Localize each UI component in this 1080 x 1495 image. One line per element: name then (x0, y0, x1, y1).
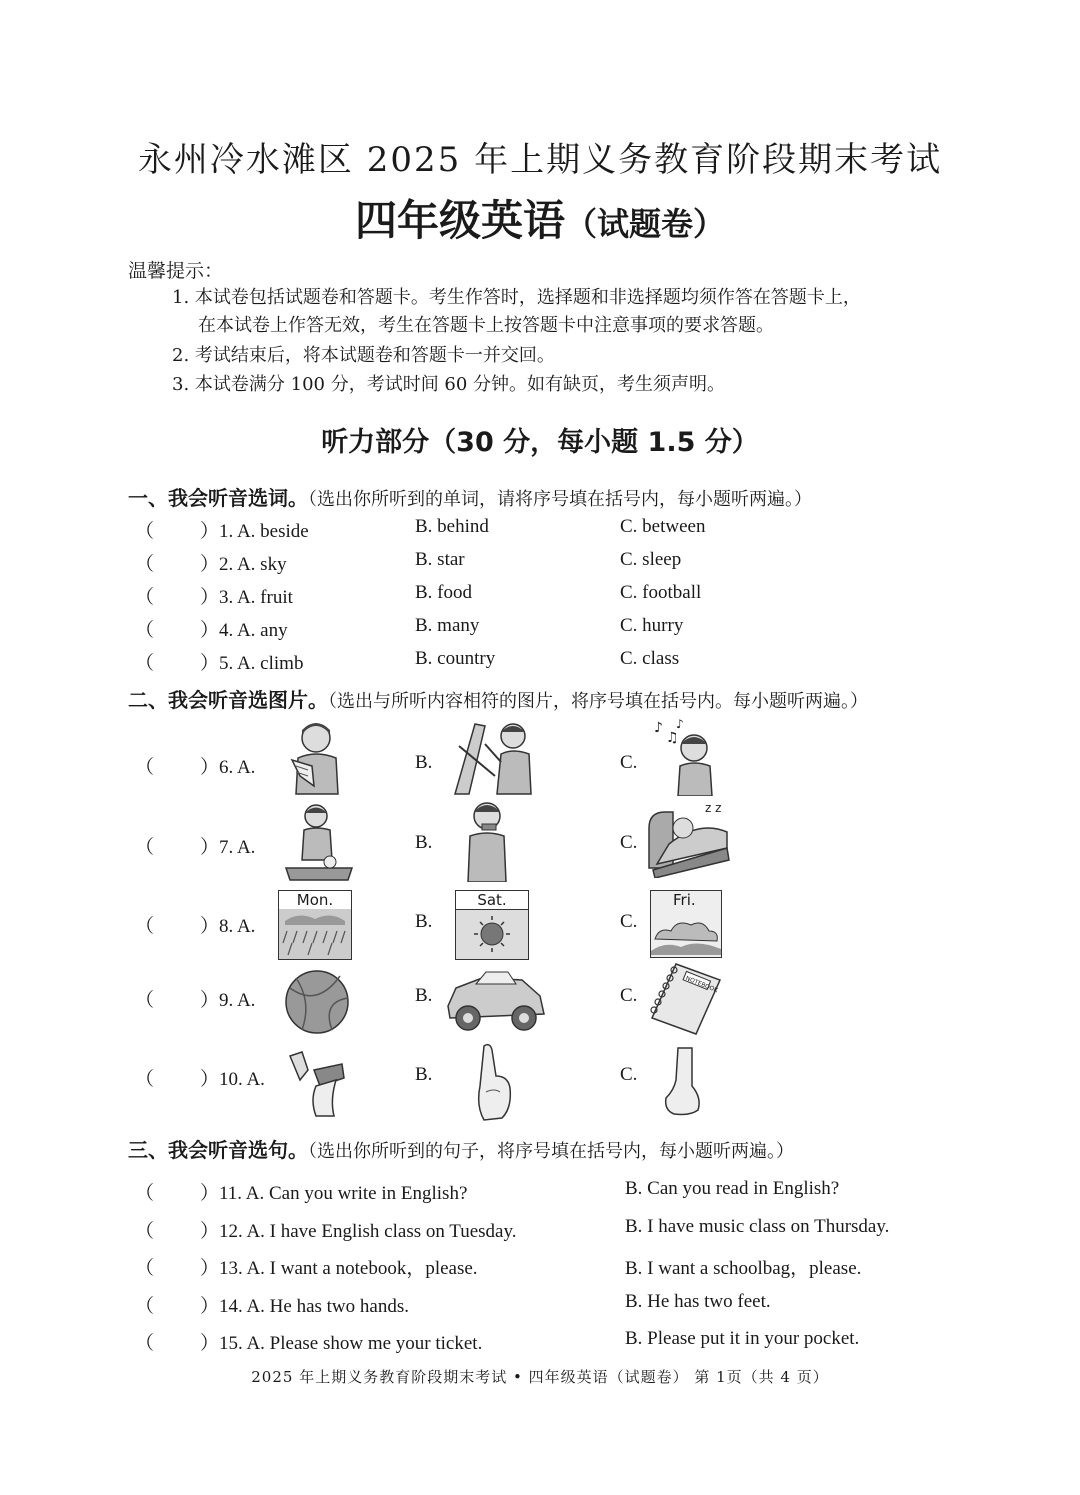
notebook-label: NOTEBOOK (684, 974, 719, 995)
answer-paren[interactable]: （ (135, 757, 155, 778)
question-option-b: B. Can you read in English? (625, 1178, 840, 1199)
section1-title: 一、我会听音选词。 (128, 486, 308, 510)
question-option-b: B. (415, 752, 433, 773)
question-row-1 (135, 516, 1035, 546)
answer-paren[interactable]: （ (135, 554, 155, 575)
tips-heading: 温馨提示： (128, 260, 224, 282)
question-option-a: ）9. A. (200, 990, 256, 1011)
boy-sleeping-in-bed-image[interactable] (643, 798, 733, 878)
question-option-b: B. food (415, 582, 472, 603)
picture-question-row-10 (135, 1064, 1035, 1094)
tip-3: 3. 本试卷满分 100 分，考试时间 60 分钟。如有缺页，考生须声明。 (172, 374, 726, 395)
question-option-a: ）2. A. sky (200, 554, 287, 575)
section3-title: 三、我会听音选句。 (128, 1138, 308, 1162)
subject-title-main: 四年级英语 (354, 196, 565, 245)
answer-paren[interactable]: （ (135, 587, 155, 608)
question-option-b: B. (415, 985, 433, 1006)
cloud-icon (651, 909, 721, 955)
answer-paren[interactable]: （ (135, 1069, 155, 1090)
subject-title (0, 188, 1080, 248)
question-row-3 (135, 582, 1035, 612)
question-option-c: C. (620, 832, 638, 853)
section2-heading (128, 684, 868, 713)
svg-text:♫: ♫ (666, 730, 679, 746)
answer-paren[interactable]: （ (135, 521, 155, 542)
section1-note: （选出你所听到的单词，请将序号填在括号内，每小题听两遍。） (308, 489, 812, 510)
question-option-b: B. I have music class on Thursday. (625, 1216, 890, 1237)
question-option-a: ）5. A. climb (200, 653, 304, 674)
question-option-b: B. many (415, 615, 480, 636)
cloudy-friday-image[interactable] (650, 890, 722, 958)
answer-paren[interactable]: （ (135, 1296, 155, 1317)
question-option-c: C. between (620, 516, 706, 537)
question-option-a: ）6. A. (200, 757, 256, 778)
arm-image[interactable] (286, 1050, 348, 1120)
question-option-c: C. (620, 985, 638, 1006)
question-option-b: B. behind (415, 516, 489, 537)
question-option-b: B. country (415, 648, 496, 669)
sentence-question-row-12 (135, 1216, 1035, 1246)
answer-paren[interactable]: （ (135, 1221, 155, 1242)
sentence-question-row-15 (135, 1328, 1035, 1358)
question-option-c: C. football (620, 582, 702, 603)
answer-paren[interactable]: （ (135, 1258, 155, 1279)
section2-note: （选出与所听内容相符的图片，将序号填在括号内。每小题听两遍。） (328, 691, 868, 712)
question-option-b: B. He has two feet. (625, 1291, 771, 1312)
svg-text:♪: ♪ (654, 720, 663, 736)
answer-paren[interactable]: （ (135, 1333, 155, 1354)
question-option-a: ）10. A. (200, 1069, 265, 1090)
page-footer: 2025 年上期义务教育阶段期末考试 • 四年级英语（试题卷） 第 1页（共 4 页） (251, 1368, 829, 1386)
tip-1: 1. 本试卷包括试题卷和答题卡。考生作答时，选择题和非选择题均须作答在答题卡上， (172, 287, 861, 308)
boy-painting-image[interactable] (445, 716, 540, 796)
svg-text:♪: ♪ (676, 718, 684, 731)
question-option-a: ）12. A. I have English class on Tuesday. (200, 1221, 517, 1242)
boy-eating-image[interactable] (462, 798, 512, 882)
weather-day-label: Fri. (673, 891, 696, 909)
weather-day-label: Sat. (456, 891, 528, 910)
answer-paren[interactable]: （ (135, 990, 155, 1011)
ball-image[interactable] (282, 968, 352, 1036)
listening-section-title: 听力部分（30 分，每小题 1.5 分） (321, 427, 759, 458)
tip-2: 2. 考试结束后，将本试题卷和答题卡一并交回。 (172, 345, 555, 366)
rainy-monday-image[interactable] (278, 890, 352, 960)
sentence-question-row-13 (135, 1253, 1035, 1283)
question-option-b: B. (415, 1064, 433, 1085)
answer-paren[interactable]: （ (135, 653, 155, 674)
toy-car-image[interactable] (442, 966, 550, 1036)
picture-question-row-9 (135, 985, 1035, 1015)
exam-title: 永州冷水滩区 2025 年上期义务教育阶段期末考试 (137, 140, 943, 180)
question-option-c: C. class (620, 648, 680, 669)
question-option-c: C. (620, 911, 638, 932)
question-option-c: C. (620, 752, 638, 773)
sentence-question-row-11 (135, 1178, 1035, 1208)
answer-paren[interactable]: （ (135, 1183, 155, 1204)
foot-image[interactable] (660, 1046, 704, 1118)
section2-title: 二、我会听音选图片。 (128, 688, 328, 712)
question-option-a: ）4. A. any (200, 620, 288, 641)
answer-paren[interactable]: （ (135, 620, 155, 641)
answer-paren[interactable]: （ (135, 916, 155, 937)
question-option-a: ）14. A. He has two hands. (200, 1296, 409, 1317)
question-option-a: ）11. A. Can you write in English? (200, 1183, 468, 1204)
question-row-2 (135, 549, 1035, 579)
section3-note: （选出你所听到的句子，将序号填在括号内，每小题听两遍。） (308, 1141, 794, 1162)
question-option-a: ）15. A. Please show me your ticket. (200, 1333, 483, 1354)
question-row-5 (135, 648, 1035, 678)
question-row-4 (135, 615, 1035, 645)
section1-heading (128, 482, 812, 511)
sun-icon (456, 910, 528, 958)
sunny-saturday-image[interactable] (455, 890, 529, 960)
question-option-c: C. hurry (620, 615, 684, 636)
tip-1-cont: 在本试卷上作答无效，考生在答题卡上按答题卡中注意事项的要求答题。 (198, 315, 774, 336)
question-option-b: B. star (415, 549, 465, 570)
subject-title-sub: （试题卷） (565, 205, 726, 243)
question-option-b: B. (415, 911, 433, 932)
finger-image[interactable] (474, 1042, 516, 1122)
boy-reading-book-image[interactable] (278, 716, 348, 796)
question-option-a: ）7. A. (200, 837, 256, 858)
question-option-c: C. sleep (620, 549, 682, 570)
question-option-a: ）1. A. beside (200, 521, 309, 542)
boy-making-model-image[interactable] (282, 800, 357, 882)
answer-paren[interactable]: （ (135, 837, 155, 858)
question-option-a: ）3. A. fruit (200, 587, 293, 608)
boy-singing-image[interactable] (650, 718, 720, 796)
weather-day-label: Mon. (279, 891, 351, 909)
sentence-question-row-14 (135, 1291, 1035, 1321)
question-option-a: ）13. A. I want a notebook，please. (200, 1258, 478, 1279)
question-option-b: B. Please put it in your pocket. (625, 1328, 860, 1349)
section3-heading (128, 1134, 794, 1163)
svg-text:z z: z z (705, 801, 722, 815)
picture-question-row-6 (135, 752, 1035, 782)
question-option-c: C. (620, 1064, 638, 1085)
notebook-image[interactable] (648, 962, 724, 1036)
picture-question-row-8 (135, 911, 1035, 941)
question-option-b: B. I want a schoolbag，please. (625, 1258, 862, 1279)
rain-icon (279, 909, 351, 957)
question-option-b: B. (415, 832, 433, 853)
picture-question-row-7 (135, 832, 1035, 862)
question-option-a: ）8. A. (200, 916, 256, 937)
